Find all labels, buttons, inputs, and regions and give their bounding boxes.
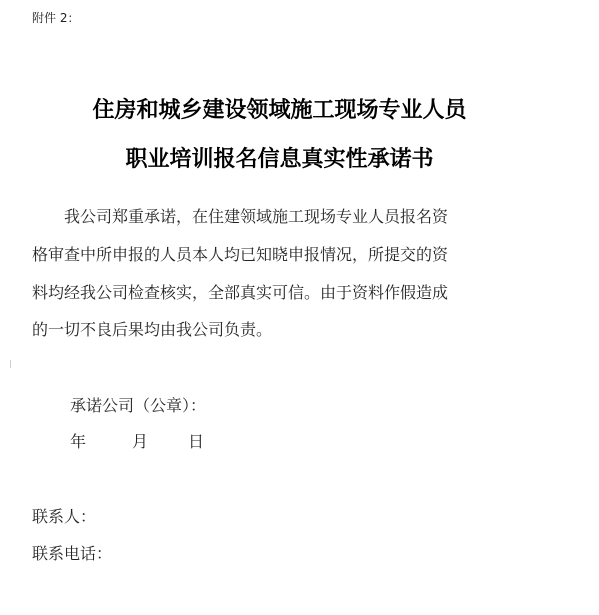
year-label: 年 <box>70 432 87 451</box>
document-title-line-2: 职业培训报名信息真实性承诺书 <box>125 147 434 172</box>
month-label: 月 <box>132 432 149 451</box>
commitment-paragraph-line-3: 料均经我公司检查核实，全部真实可信。由于资料作假造成 <box>32 283 449 302</box>
commitment-paragraph-line-2: 格审查中所申报的人员本人均已知晓申报情况，所提交的资 <box>32 245 449 264</box>
contact-person-label: 联系人： <box>32 507 97 526</box>
margin-mark <box>10 360 11 368</box>
contact-phone-label: 联系电话： <box>32 544 113 563</box>
document-title-line-1: 住房和城乡建设领域施工现场专业人员 <box>92 98 467 123</box>
committing-company-label: 承诺公司（公章）： <box>70 396 207 415</box>
attachment-label: 附件 2： <box>32 11 80 25</box>
commitment-paragraph-line-1: 我公司郑重承诺，在住建领域施工现场专业人员报名资 <box>64 207 449 226</box>
signature-date <box>70 431 204 453</box>
commitment-paragraph-line-4: 的一切不良后果均由我公司负责。 <box>32 320 273 339</box>
day-label: 日 <box>188 432 205 451</box>
